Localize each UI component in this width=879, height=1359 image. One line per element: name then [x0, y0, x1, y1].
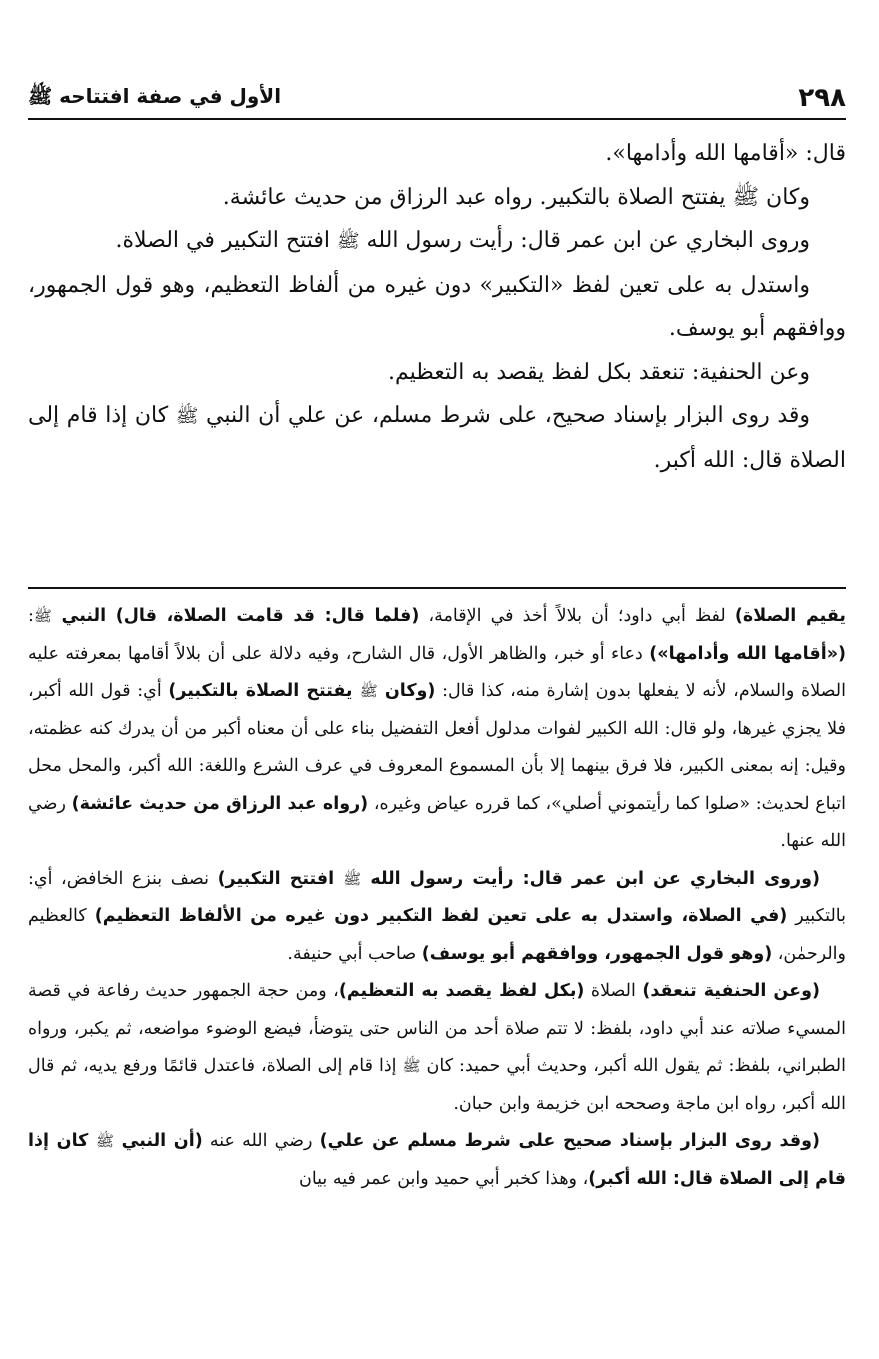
main-text-span: يفتتح الصلاة بالتكبير. رواه عبد الرزاق من حديث عائشة. — [222, 184, 733, 210]
honorific-glyph: ﷺ — [175, 406, 199, 427]
main-text-span: وكان ﷺ — [732, 184, 810, 210]
footnote-text: إذا قام إلى الصلاة، فاعتدل قائمًا ورفع يديه، ثم قال الله أكبر، رواه ابن ماجة وصححه ابن خزيمة وابن حبان. — [28, 1056, 846, 1114]
honorific-glyph: ﷺ — [343, 869, 362, 888]
footnote-quote: (وهو قول الجمهور، ووافقهم أبو يوسف) — [421, 943, 773, 964]
main-text-span: وعن الحنفية: تنعقد بكل لفظ يقصد به التعظيم. — [388, 359, 810, 385]
footnote-paragraph — [28, 861, 846, 974]
footnote-text: : — [28, 606, 34, 626]
book-page — [28, 0, 846, 1359]
footnote-text: الصلاة — [584, 981, 643, 1001]
footnote-text: رضي الله عنها. — [28, 793, 846, 851]
commentary-footnotes — [28, 598, 846, 1198]
footnote-text: رضي الله عنه — [202, 1131, 320, 1151]
footnote-text: ، ومن حجة الجمهور حديث رفاعة في قصة المسيء صلاته عند أبي داود، بلفظ: لا تتم صلاة أحد من الناس حتى يتوضأ، فيضع الوضوء مواضعه، ثم يكبر، ورواه الطبراني، بلفظ: ثم يقول الله أكبر، وحديث أبي حميد: كان — [28, 981, 846, 1076]
honorific-glyph: ﷺ — [95, 1132, 114, 1150]
main-text-span: واستدل به على تعين لفظ «التكبير» دون غيره من ألفاظ التعظيم، وهو قول الجمهور، ووافقهم أبو يوسف. — [28, 272, 846, 341]
honorific-glyph: ﷺ — [402, 1057, 421, 1075]
main-paragraph — [28, 132, 846, 176]
main-text-span: قال: «أقامها الله وأدامها». — [605, 141, 846, 166]
footnote-quote: (وعن الحنفية تنعقد) — [642, 981, 820, 1001]
honorific-glyph: ﷺ — [336, 231, 360, 252]
footnote-quote: (أن النبي — [113, 1131, 203, 1151]
honorific-glyph: ﷺ — [33, 607, 52, 625]
footnote-paragraph — [28, 1123, 846, 1198]
header-rule — [28, 118, 846, 120]
footnote-rule — [28, 587, 846, 589]
page-number: ٢٩٨ — [798, 83, 846, 113]
main-text-span: كان إذا قام إلى الصلاة قال: الله أكبر. — [28, 403, 846, 473]
footnote-text: صاحب أبي حنيفة. — [287, 943, 422, 964]
footnote-quote: (وروى البخاري عن ابن عمر قال: رأيت رسول الله — [361, 868, 821, 889]
footnote-quote: (بكل لفظ يقصد به التعظيم) — [338, 981, 585, 1001]
main-paragraph — [28, 264, 846, 351]
page-header — [28, 78, 846, 118]
main-paragraph — [28, 176, 846, 220]
footnote-text: نصف بنزع الخافض، أي: بالتكبير — [28, 868, 846, 926]
footnote-quote: (وقد روى البزار بإسناد صحيح على شرط مسلم عن علي) — [319, 1131, 820, 1151]
running-title: الأول في صفة افتتاحه ﷺ — [28, 83, 282, 108]
footnote-text: كالعظيم والرحمٰن، — [28, 906, 846, 964]
footnote-quote: يقيم الصلاة) — [734, 606, 846, 626]
footnote-paragraph — [28, 973, 846, 1123]
footnote-text: ، وهذا كخبر أبي حميد وابن عمر فيه بيان — [298, 1168, 589, 1189]
footnote-quote: (رواه عبد الرزاق من حديث عائشة) — [71, 793, 369, 814]
honorific-glyph: ﷺ — [359, 682, 378, 700]
footnote-quote: كان إذا قام إلى الصلاة قال: الله أكبر) — [28, 1131, 846, 1189]
footnote-text: دعاء أو خبر، والظاهر الأول، قال الشارح، وفيه دلالة على أن بلالاً أقامها بمعرفته عليه الصلاة والسلام، لأنه لا يفعلها بدون إشارة منه، كذا قال: — [28, 643, 846, 701]
main-text-span: افتتح التكبير في الصلاة. — [115, 228, 337, 253]
footnote-quote: افتتح التكبير) — [217, 868, 344, 889]
main-paragraph — [28, 219, 846, 264]
footnote-quote: («أقامها الله وأدامها») — [649, 643, 846, 664]
footnote-paragraph — [28, 598, 846, 861]
footnote-text: لفظ أبي داود؛ أن بلالاً أخذ في الإقامة، — [419, 606, 735, 626]
footnote-quote: (فلما قال: قد قامت الصلاة، قال) النبي — [51, 606, 420, 626]
footnote-quote: يفتتح الصلاة بالتكبير) — [168, 681, 360, 701]
main-text — [28, 132, 846, 482]
footnote-quote: (وكان — [377, 681, 436, 701]
main-text-span: وروى البخاري عن ابن عمر قال: رأيت رسول الله — [359, 228, 810, 253]
footnote-text: أي: قول الله أكبر، فلا يجزي غيرها، ولو قال: الله الكبير لفوات مدلول أفعل التفضيل بناء على أن معناه أكبر من أن يدرك كنه عظمته، وقيل: إنه بمعنى الكبير، فلا فرق بينهما إلا بأن المسموع المعروف في عرف الشرع واللغة: الله أكبر، والمحل محل اتباع لحديث: «صلوا كما رأيتموني أصلي»، كما قرره عياض وغيره، — [28, 681, 847, 814]
main-text-span: وقد روى البزار بإسناد صحيح، على شرط مسلم، عن علي أن النبي — [198, 403, 811, 428]
main-paragraph — [28, 351, 846, 395]
main-paragraph — [28, 394, 846, 482]
footnote-quote: (في الصلاة، واستدل به على تعين لفظ التكبير دون غيره من الألفاظ التعظيم) — [94, 906, 788, 926]
